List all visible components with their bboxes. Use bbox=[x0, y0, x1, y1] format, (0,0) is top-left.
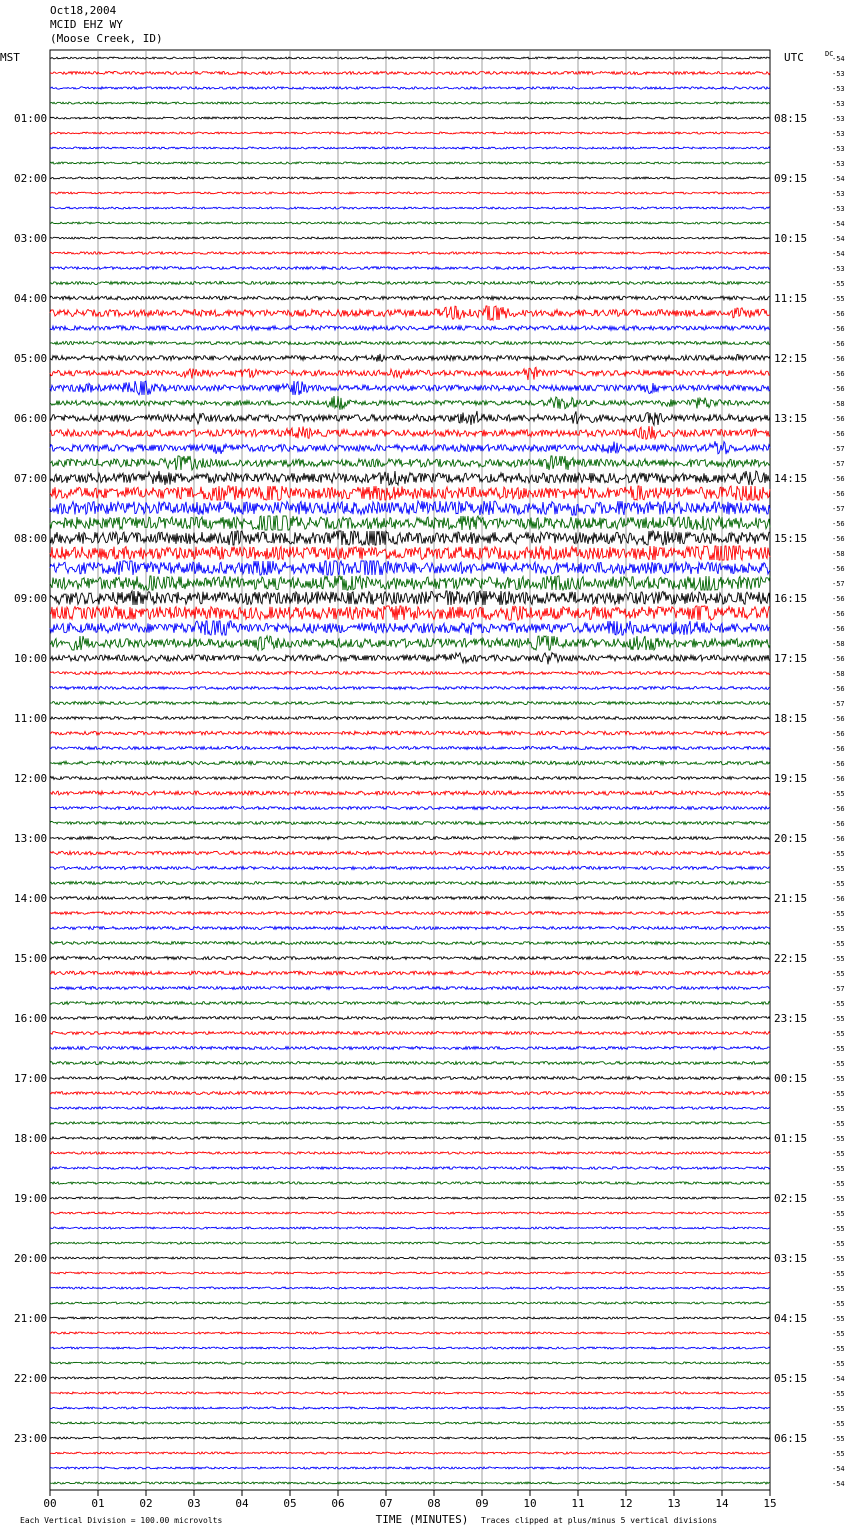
seismic-trace bbox=[50, 367, 770, 380]
left-hour-label: 16:00 bbox=[14, 1012, 48, 1025]
left-hour-label: 05:00 bbox=[14, 352, 48, 365]
seismic-trace bbox=[50, 807, 770, 810]
seismic-trace bbox=[50, 486, 770, 500]
right-hour-label: 05:15 bbox=[774, 1372, 808, 1385]
dc-offset-label: -56 bbox=[832, 715, 845, 723]
seismic-trace bbox=[50, 501, 770, 515]
seismic-trace bbox=[50, 927, 770, 930]
dc-offset-label: -53 bbox=[832, 205, 845, 213]
seismic-trace bbox=[50, 162, 770, 164]
dc-offset-label: -56 bbox=[832, 685, 845, 693]
dc-offset-label: -56 bbox=[832, 745, 845, 753]
seismic-trace bbox=[50, 1302, 770, 1304]
dc-offset-label: -53 bbox=[832, 160, 845, 168]
x-tick-label: 02 bbox=[139, 1497, 153, 1510]
left-hour-label: 14:00 bbox=[14, 892, 48, 905]
dc-offset-label: -54 bbox=[832, 1465, 845, 1473]
right-hour-label: 11:15 bbox=[774, 292, 808, 305]
dc-offset-label: -56 bbox=[832, 820, 845, 828]
seismic-trace bbox=[50, 1002, 770, 1005]
dc-offset-label: -55 bbox=[832, 1015, 845, 1023]
seismic-trace bbox=[50, 987, 770, 990]
seismic-trace bbox=[50, 252, 770, 254]
left-hour-label: 10:00 bbox=[14, 652, 48, 665]
seismic-trace bbox=[50, 354, 770, 362]
x-tick-label: 11 bbox=[571, 1497, 585, 1510]
left-hour-label: 11:00 bbox=[14, 712, 48, 725]
footer-clip-note: Traces clipped at plus/minus 5 vertical divisions bbox=[481, 1516, 718, 1525]
dc-offset-label: -54 bbox=[832, 175, 845, 183]
left-hour-label: 20:00 bbox=[14, 1252, 48, 1265]
right-hour-label: 01:15 bbox=[774, 1132, 808, 1145]
seismic-trace bbox=[50, 791, 770, 795]
seismic-trace bbox=[50, 102, 770, 104]
right-hour-label: 22:15 bbox=[774, 952, 808, 965]
right-hour-label: 19:15 bbox=[774, 772, 808, 785]
dc-offset-label: -57 bbox=[832, 580, 845, 588]
seismic-trace bbox=[50, 851, 770, 855]
dc-offset-label: -53 bbox=[832, 145, 845, 153]
seismic-trace bbox=[50, 72, 770, 75]
left-hour-label: 02:00 bbox=[14, 172, 48, 185]
seismic-trace bbox=[50, 1422, 770, 1424]
dc-offset-label: -54 bbox=[832, 1480, 845, 1488]
seismic-trace bbox=[50, 326, 770, 330]
dc-offset-label: -58 bbox=[832, 670, 845, 678]
dc-offset-label: -55 bbox=[832, 940, 845, 948]
plot-date: Oct18,2004 bbox=[50, 4, 117, 17]
seismic-trace bbox=[50, 1257, 770, 1259]
seismic-trace bbox=[50, 1407, 770, 1409]
dc-offset-label: -56 bbox=[832, 595, 845, 603]
x-tick-label: 01 bbox=[91, 1497, 105, 1510]
dc-offset-label: -55 bbox=[832, 970, 845, 978]
left-hour-label: 12:00 bbox=[14, 772, 48, 785]
seismic-trace bbox=[50, 296, 770, 300]
dc-offset-label: -55 bbox=[832, 790, 845, 798]
seismic-trace bbox=[50, 381, 770, 395]
dc-offset-label: -55 bbox=[832, 955, 845, 963]
dc-offset-label: -55 bbox=[832, 1285, 845, 1293]
left-hour-label: 22:00 bbox=[14, 1372, 48, 1385]
x-tick-label: 09 bbox=[475, 1497, 489, 1510]
seismic-trace bbox=[50, 177, 770, 179]
seismic-trace bbox=[50, 1167, 770, 1169]
left-hour-label: 01:00 bbox=[14, 112, 48, 125]
right-hour-label: 20:15 bbox=[774, 832, 808, 845]
dc-offset-label: -56 bbox=[832, 520, 845, 528]
x-tick-label: 14 bbox=[715, 1497, 729, 1510]
seismic-trace bbox=[50, 192, 770, 194]
right-hour-label: 10:15 bbox=[774, 232, 808, 245]
left-hour-label: 09:00 bbox=[14, 592, 48, 605]
right-hour-label: 14:15 bbox=[774, 472, 808, 485]
dc-offset-label: -55 bbox=[832, 1405, 845, 1413]
dc-offset-label: -55 bbox=[832, 1270, 845, 1278]
seismic-trace bbox=[50, 867, 770, 870]
seismic-trace bbox=[50, 1377, 770, 1379]
left-zone-label: MST bbox=[0, 51, 20, 64]
dc-offset-label: -53 bbox=[832, 70, 845, 78]
dc-offset-label: -58 bbox=[832, 400, 845, 408]
seismic-trace bbox=[50, 1137, 770, 1139]
seismic-trace bbox=[50, 1212, 770, 1214]
seismic-trace bbox=[50, 117, 770, 119]
dc-offset-label: -55 bbox=[832, 1195, 845, 1203]
seismic-trace bbox=[50, 1317, 770, 1319]
left-hour-label: 13:00 bbox=[14, 832, 48, 845]
dc-offset-label: -53 bbox=[832, 265, 845, 273]
right-hour-label: 09:15 bbox=[774, 172, 808, 185]
right-hour-label: 06:15 bbox=[774, 1432, 808, 1445]
seismic-trace bbox=[50, 1122, 770, 1124]
dc-offset-label: -54 bbox=[832, 235, 845, 243]
x-tick-label: 12 bbox=[619, 1497, 633, 1510]
seismic-trace bbox=[50, 1047, 770, 1050]
dc-offset-label: -53 bbox=[832, 100, 845, 108]
seismic-trace bbox=[50, 282, 770, 285]
seismic-trace bbox=[50, 471, 770, 485]
dc-offset-label: -55 bbox=[832, 1180, 845, 1188]
seismic-trace bbox=[50, 1242, 770, 1244]
x-tick-label: 07 bbox=[379, 1497, 393, 1510]
seismic-trace bbox=[50, 1392, 770, 1394]
seismic-trace bbox=[50, 1032, 770, 1035]
seismic-trace bbox=[50, 1227, 770, 1229]
seismic-trace bbox=[50, 561, 770, 575]
dc-offset-label: -55 bbox=[832, 1030, 845, 1038]
dc-offset-label: -56 bbox=[832, 610, 845, 618]
seismic-trace bbox=[50, 237, 770, 239]
dc-offset-label: -56 bbox=[832, 415, 845, 423]
right-hour-label: 12:15 bbox=[774, 352, 808, 365]
dc-offset-label: -53 bbox=[832, 190, 845, 198]
seismic-trace bbox=[50, 1152, 770, 1154]
plot-frame bbox=[50, 50, 770, 1490]
dc-offset-label: -56 bbox=[832, 565, 845, 573]
seismic-trace bbox=[50, 621, 770, 635]
dc-offset-label: -56 bbox=[832, 490, 845, 498]
dc-offset-label: -56 bbox=[832, 655, 845, 663]
dc-offset-label: -55 bbox=[832, 1255, 845, 1263]
seismic-trace bbox=[50, 411, 770, 425]
dc-offset-label: -56 bbox=[832, 760, 845, 768]
right-hour-label: 18:15 bbox=[774, 712, 808, 725]
seismic-trace bbox=[50, 456, 770, 470]
x-tick-label: 13 bbox=[667, 1497, 681, 1510]
dc-offset-label: -56 bbox=[832, 625, 845, 633]
right-hour-label: 17:15 bbox=[774, 652, 808, 665]
dc-offset-label: -55 bbox=[832, 925, 845, 933]
seismic-trace bbox=[50, 606, 770, 620]
seismic-trace bbox=[50, 396, 770, 410]
left-hour-label: 06:00 bbox=[14, 412, 48, 425]
seismic-trace bbox=[50, 636, 770, 650]
dc-offset-label: -55 bbox=[832, 1450, 845, 1458]
seismic-trace bbox=[50, 546, 770, 560]
left-hour-label: 23:00 bbox=[14, 1432, 48, 1445]
dc-offset-label: -55 bbox=[832, 1135, 845, 1143]
right-hour-label: 00:15 bbox=[774, 1072, 808, 1085]
station-location: (Moose Creek, ID) bbox=[50, 32, 163, 45]
dc-offset-label: -55 bbox=[832, 1360, 845, 1368]
dc-offset-label: -54 bbox=[832, 250, 845, 258]
dc-offset-label: -56 bbox=[832, 775, 845, 783]
seismic-trace bbox=[50, 1452, 770, 1454]
right-hour-label: 15:15 bbox=[774, 532, 808, 545]
left-hour-label: 15:00 bbox=[14, 952, 48, 965]
seismic-trace bbox=[50, 132, 770, 134]
dc-offset-label: -56 bbox=[832, 895, 845, 903]
seismic-trace bbox=[50, 747, 770, 750]
seismic-trace bbox=[50, 971, 770, 975]
seismic-trace bbox=[50, 1092, 770, 1095]
seismic-trace bbox=[50, 267, 770, 270]
dc-offset-label: -55 bbox=[832, 910, 845, 918]
dc-label: DC bbox=[825, 50, 834, 58]
seismic-trace bbox=[50, 341, 770, 344]
seismic-trace bbox=[50, 207, 770, 209]
dc-offset-label: -56 bbox=[832, 355, 845, 363]
left-hour-label: 19:00 bbox=[14, 1192, 48, 1205]
seismic-trace bbox=[50, 1362, 770, 1364]
dc-offset-label: -55 bbox=[832, 295, 845, 303]
seismic-trace bbox=[50, 822, 770, 825]
left-hour-label: 08:00 bbox=[14, 532, 48, 545]
seismic-trace bbox=[50, 777, 770, 780]
dc-offset-label: -55 bbox=[832, 280, 845, 288]
seismic-trace bbox=[50, 1467, 770, 1469]
x-tick-label: 08 bbox=[427, 1497, 441, 1510]
seismic-trace bbox=[50, 1017, 770, 1020]
footer-scale-note: Each Vertical Division = 100.00 microvolts bbox=[20, 1516, 223, 1525]
seismic-trace bbox=[50, 1062, 770, 1065]
seismic-trace bbox=[50, 882, 770, 885]
dc-offset-label: -55 bbox=[832, 880, 845, 888]
right-hour-label: 08:15 bbox=[774, 112, 808, 125]
seismic-trace bbox=[50, 531, 770, 545]
seismic-trace bbox=[50, 1332, 770, 1334]
dc-offset-label: -56 bbox=[832, 430, 845, 438]
x-tick-label: 03 bbox=[187, 1497, 201, 1510]
dc-offset-label: -56 bbox=[832, 370, 845, 378]
dc-offset-label: -55 bbox=[832, 1150, 845, 1158]
x-tick-label: 00 bbox=[43, 1497, 57, 1510]
dc-offset-label: -57 bbox=[832, 505, 845, 513]
dc-offset-label: -56 bbox=[832, 535, 845, 543]
right-hour-label: 21:15 bbox=[774, 892, 808, 905]
seismic-trace bbox=[50, 1107, 770, 1109]
right-hour-label: 16:15 bbox=[774, 592, 808, 605]
seismic-trace bbox=[50, 576, 770, 590]
seismic-trace bbox=[50, 222, 770, 224]
seismic-trace bbox=[50, 687, 770, 690]
dc-offset-label: -55 bbox=[832, 1210, 845, 1218]
dc-offset-label: -55 bbox=[832, 1120, 845, 1128]
dc-offset-label: -56 bbox=[832, 730, 845, 738]
dc-offset-label: -55 bbox=[832, 1090, 845, 1098]
dc-offset-label: -58 bbox=[832, 550, 845, 558]
seismic-trace bbox=[50, 1077, 770, 1080]
seismic-trace bbox=[50, 591, 770, 605]
dc-offset-label: -55 bbox=[832, 1330, 845, 1338]
seismic-trace bbox=[50, 1197, 770, 1199]
dc-offset-label: -54 bbox=[832, 220, 845, 228]
dc-offset-label: -55 bbox=[832, 865, 845, 873]
seismic-trace bbox=[50, 837, 770, 840]
right-hour-label: 03:15 bbox=[774, 1252, 808, 1265]
dc-offset-label: -56 bbox=[832, 805, 845, 813]
seismic-trace bbox=[50, 731, 770, 735]
x-tick-label: 04 bbox=[235, 1497, 249, 1510]
right-hour-label: 04:15 bbox=[774, 1312, 808, 1325]
x-tick-label: 15 bbox=[763, 1497, 777, 1510]
seismic-trace bbox=[50, 1287, 770, 1289]
dc-offset-label: -55 bbox=[832, 1315, 845, 1323]
dc-offset-label: -55 bbox=[832, 1435, 845, 1443]
dc-offset-label: -56 bbox=[832, 835, 845, 843]
dc-offset-label: -55 bbox=[832, 1225, 845, 1233]
x-tick-label: 10 bbox=[523, 1497, 537, 1510]
dc-offset-label: -55 bbox=[832, 1105, 845, 1113]
dc-offset-label: -56 bbox=[832, 325, 845, 333]
seismic-trace bbox=[50, 426, 770, 439]
dc-offset-label: -55 bbox=[832, 1000, 845, 1008]
dc-offset-label: -56 bbox=[832, 310, 845, 318]
seismic-trace bbox=[50, 441, 770, 454]
seismic-trace bbox=[50, 57, 770, 59]
seismic-trace bbox=[50, 912, 770, 915]
dc-offset-label: -55 bbox=[832, 850, 845, 858]
dc-offset-label: -53 bbox=[832, 115, 845, 123]
seismic-trace bbox=[50, 897, 770, 900]
seismic-trace bbox=[50, 1437, 770, 1439]
seismic-trace bbox=[50, 702, 770, 705]
dc-offset-label: -55 bbox=[832, 1240, 845, 1248]
dc-offset-label: -55 bbox=[832, 1075, 845, 1083]
seismic-trace bbox=[50, 653, 770, 665]
seismic-trace bbox=[50, 306, 770, 320]
dc-offset-label: -53 bbox=[832, 85, 845, 93]
dc-offset-label: -57 bbox=[832, 445, 845, 453]
left-hour-label: 18:00 bbox=[14, 1132, 48, 1145]
seismic-trace bbox=[50, 672, 770, 675]
dc-offset-label: -54 bbox=[832, 55, 845, 63]
left-hour-label: 07:00 bbox=[14, 472, 48, 485]
seismic-trace bbox=[50, 717, 770, 720]
seismic-trace bbox=[50, 516, 770, 530]
x-tick-label: 05 bbox=[283, 1497, 297, 1510]
left-hour-label: 17:00 bbox=[14, 1072, 48, 1085]
right-hour-label: 02:15 bbox=[774, 1192, 808, 1205]
dc-offset-label: -57 bbox=[832, 985, 845, 993]
seismic-trace bbox=[50, 761, 770, 765]
seismic-trace bbox=[50, 1482, 770, 1484]
dc-offset-label: -55 bbox=[832, 1345, 845, 1353]
right-hour-label: 23:15 bbox=[774, 1012, 808, 1025]
dc-offset-label: -56 bbox=[832, 385, 845, 393]
dc-offset-label: -56 bbox=[832, 340, 845, 348]
seismic-trace bbox=[50, 1182, 770, 1184]
dc-offset-label: -55 bbox=[832, 1060, 845, 1068]
dc-offset-label: -55 bbox=[832, 1420, 845, 1428]
dc-offset-label: -58 bbox=[832, 640, 845, 648]
dc-offset-label: -54 bbox=[832, 1375, 845, 1383]
left-hour-label: 03:00 bbox=[14, 232, 48, 245]
dc-offset-label: -55 bbox=[832, 1045, 845, 1053]
station-code: MCID EHZ WY bbox=[50, 18, 123, 31]
seismic-trace bbox=[50, 1347, 770, 1349]
x-tick-label: 06 bbox=[331, 1497, 345, 1510]
left-hour-label: 04:00 bbox=[14, 292, 48, 305]
seismic-trace bbox=[50, 147, 770, 149]
dc-offset-label: -53 bbox=[832, 130, 845, 138]
seismic-trace bbox=[50, 957, 770, 960]
dc-offset-label: -56 bbox=[832, 475, 845, 483]
dc-offset-label: -57 bbox=[832, 460, 845, 468]
dc-offset-label: -55 bbox=[832, 1165, 845, 1173]
dc-offset-label: -55 bbox=[832, 1390, 845, 1398]
x-axis-label: TIME (MINUTES) bbox=[375, 1513, 469, 1526]
seismic-trace bbox=[50, 87, 770, 89]
seismic-trace bbox=[50, 1272, 770, 1274]
left-hour-label: 21:00 bbox=[14, 1312, 48, 1325]
seismic-trace bbox=[50, 942, 770, 945]
dc-offset-label: -55 bbox=[832, 1300, 845, 1308]
right-zone-label: UTC bbox=[784, 51, 804, 64]
dc-offset-label: -57 bbox=[832, 700, 845, 708]
right-hour-label: 13:15 bbox=[774, 412, 808, 425]
